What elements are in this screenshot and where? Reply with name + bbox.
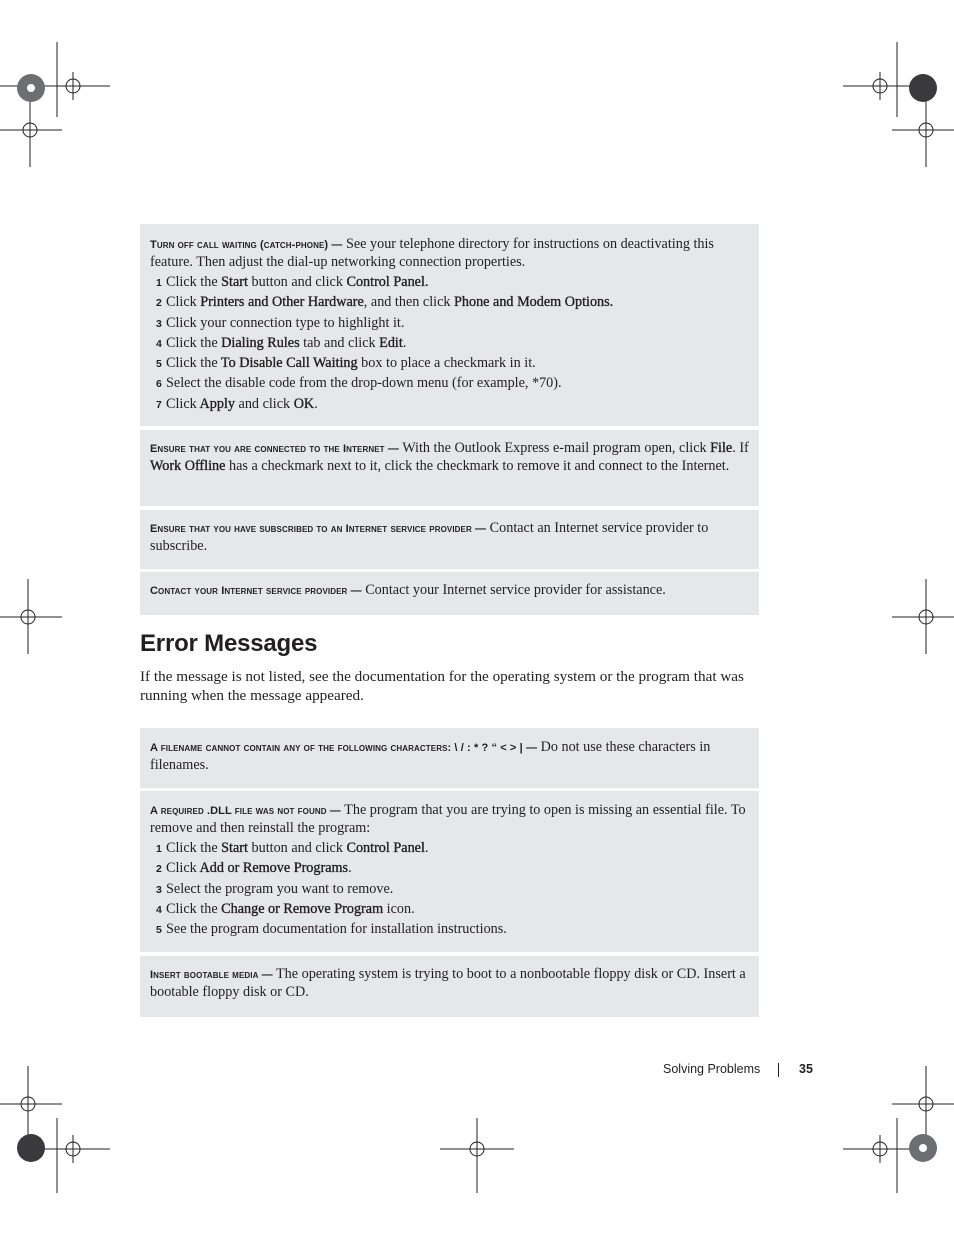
step-text: box to place a checkmark in it.	[357, 355, 536, 372]
step-text: .	[402, 334, 407, 351]
step-number: 3	[156, 317, 162, 330]
step-text: Click	[166, 860, 200, 877]
error-box-dll	[140, 791, 759, 952]
section-title: Error Messages	[140, 630, 318, 657]
box-paragraph	[150, 520, 749, 555]
box-heading: Ensure that you have subscribed to an Internet service provider —	[150, 523, 487, 535]
error-box-bootable-media	[140, 956, 759, 1017]
menu-ref-work-offline: Work Offline	[150, 458, 226, 474]
step-item	[150, 860, 749, 880]
steps-list	[150, 274, 749, 416]
step-number: 7	[156, 398, 162, 411]
step-text: Click your connection type to highlight it.	[166, 314, 405, 331]
step-item	[150, 396, 749, 416]
box-paragraph	[150, 739, 749, 774]
ui-term: Phone and Modem Options.	[454, 294, 614, 311]
step-text: Click the	[166, 334, 222, 351]
step-text: icon.	[383, 900, 415, 917]
ui-term: Apply	[199, 395, 235, 412]
step-number: 6	[156, 378, 162, 391]
step-item	[150, 294, 749, 314]
step-text: Click	[166, 395, 200, 412]
step-number: 1	[156, 843, 162, 855]
step-number: 3	[156, 883, 162, 896]
box-paragraph	[150, 802, 749, 837]
footer-section-name: Solving Problems	[663, 1062, 761, 1076]
step-text: .	[314, 395, 318, 412]
box-heading: A required .DLL file was not found —	[150, 805, 341, 817]
step-text: Click the	[166, 840, 222, 856]
step-item	[150, 274, 749, 294]
troubleshoot-box-contact-isp	[140, 572, 759, 615]
box-paragraph	[150, 582, 749, 600]
step-text: Select the program you want to remove.	[166, 880, 394, 897]
step-text: tab and click	[299, 334, 380, 351]
step-text: .	[348, 860, 352, 877]
step-text: Click the	[166, 900, 222, 917]
steps-list	[150, 840, 749, 941]
step-text: Select the disable code from the drop-down menu (for example, *70).	[166, 375, 562, 392]
box-text: With the Outlook Express e-mail program open, click	[398, 440, 711, 456]
box-heading: Contact your Internet service provider —	[150, 585, 362, 597]
ui-term: Start	[221, 840, 248, 856]
ui-term: Printers and Other Hardware	[200, 294, 364, 311]
box-paragraph	[150, 966, 749, 1001]
step-item	[150, 921, 749, 941]
step-number: 1	[156, 277, 162, 289]
box-text: Contact your Internet service provider for assistance.	[361, 582, 666, 598]
intro-paragraph: If the message is not listed, see the documentation for the operating system or the program that was running when the message appeared.	[140, 668, 744, 704]
ui-term: To Disable Call Waiting	[220, 355, 358, 372]
ui-term: Dialing Rules	[221, 334, 300, 351]
box-heading: A filename cannot contain any of the following characters: \ / : * ? “ < > | —	[150, 742, 538, 754]
step-number: 2	[156, 863, 162, 876]
box-heading: Ensure that you are connected to the Internet —	[150, 443, 399, 455]
box-heading: Insert bootable media —	[150, 969, 273, 981]
menu-ref-file: File	[710, 440, 733, 456]
ui-term: Control Panel	[346, 840, 425, 856]
step-text: Click	[166, 294, 201, 311]
step-item	[150, 315, 749, 335]
ui-term: OK	[293, 395, 315, 412]
step-text: and click	[234, 395, 294, 412]
box-text: See your telephone directory for instructions on deactivating this feature. Then adjust the dial-up networking connection properties.	[150, 236, 714, 270]
step-text: See the program documentation for installation instructions.	[166, 921, 507, 938]
box-paragraph	[150, 236, 749, 271]
box-heading: Turn off call waiting (catch-phone) —	[150, 239, 343, 251]
page-number: 35	[799, 1062, 813, 1076]
box-text: The operating system is trying to boot to a nonbootable floppy disk or CD. Insert a bootable floppy disk or CD.	[150, 966, 746, 1000]
troubleshoot-box-call-waiting	[140, 224, 759, 426]
step-number: 4	[156, 337, 162, 350]
step-text: , and then click	[363, 294, 455, 311]
step-text: Click the	[166, 274, 222, 290]
step-item	[150, 901, 749, 921]
step-item	[150, 881, 749, 901]
box-text: Contact an Internet service provider to subscribe.	[150, 520, 709, 554]
ui-term: Change or Remove Program	[221, 900, 384, 917]
error-box-filename	[140, 728, 759, 788]
step-number: 5	[156, 358, 162, 371]
step-item	[150, 335, 749, 355]
step-item	[150, 840, 749, 860]
step-text: .	[424, 840, 429, 856]
ui-term: Control Panel.	[346, 274, 429, 290]
box-paragraph	[150, 440, 749, 475]
step-text: button and click	[247, 274, 347, 290]
troubleshoot-box-connected	[140, 430, 759, 506]
step-number: 2	[156, 297, 162, 310]
step-item	[150, 375, 749, 395]
step-number: 5	[156, 924, 162, 937]
box-text: has a checkmark next to it, click the checkmark to remove it and connect to the Internet.	[225, 458, 730, 474]
footer-divider	[778, 1063, 779, 1077]
box-text: The program that you are trying to open is missing an essential file. To remove and then reinstall the program:	[150, 802, 746, 836]
step-text: Click the	[166, 355, 221, 372]
ui-term: Edit	[379, 334, 403, 351]
step-text: button and click	[247, 840, 347, 856]
step-number: 4	[156, 903, 162, 916]
step-item	[150, 355, 749, 375]
box-text: . If	[732, 440, 749, 456]
ui-term: Add or Remove Programs	[199, 860, 349, 877]
box-text: Do not use these characters in filenames.	[150, 739, 711, 773]
troubleshoot-box-isp-subscribed	[140, 510, 759, 569]
ui-term: Start	[221, 274, 248, 290]
